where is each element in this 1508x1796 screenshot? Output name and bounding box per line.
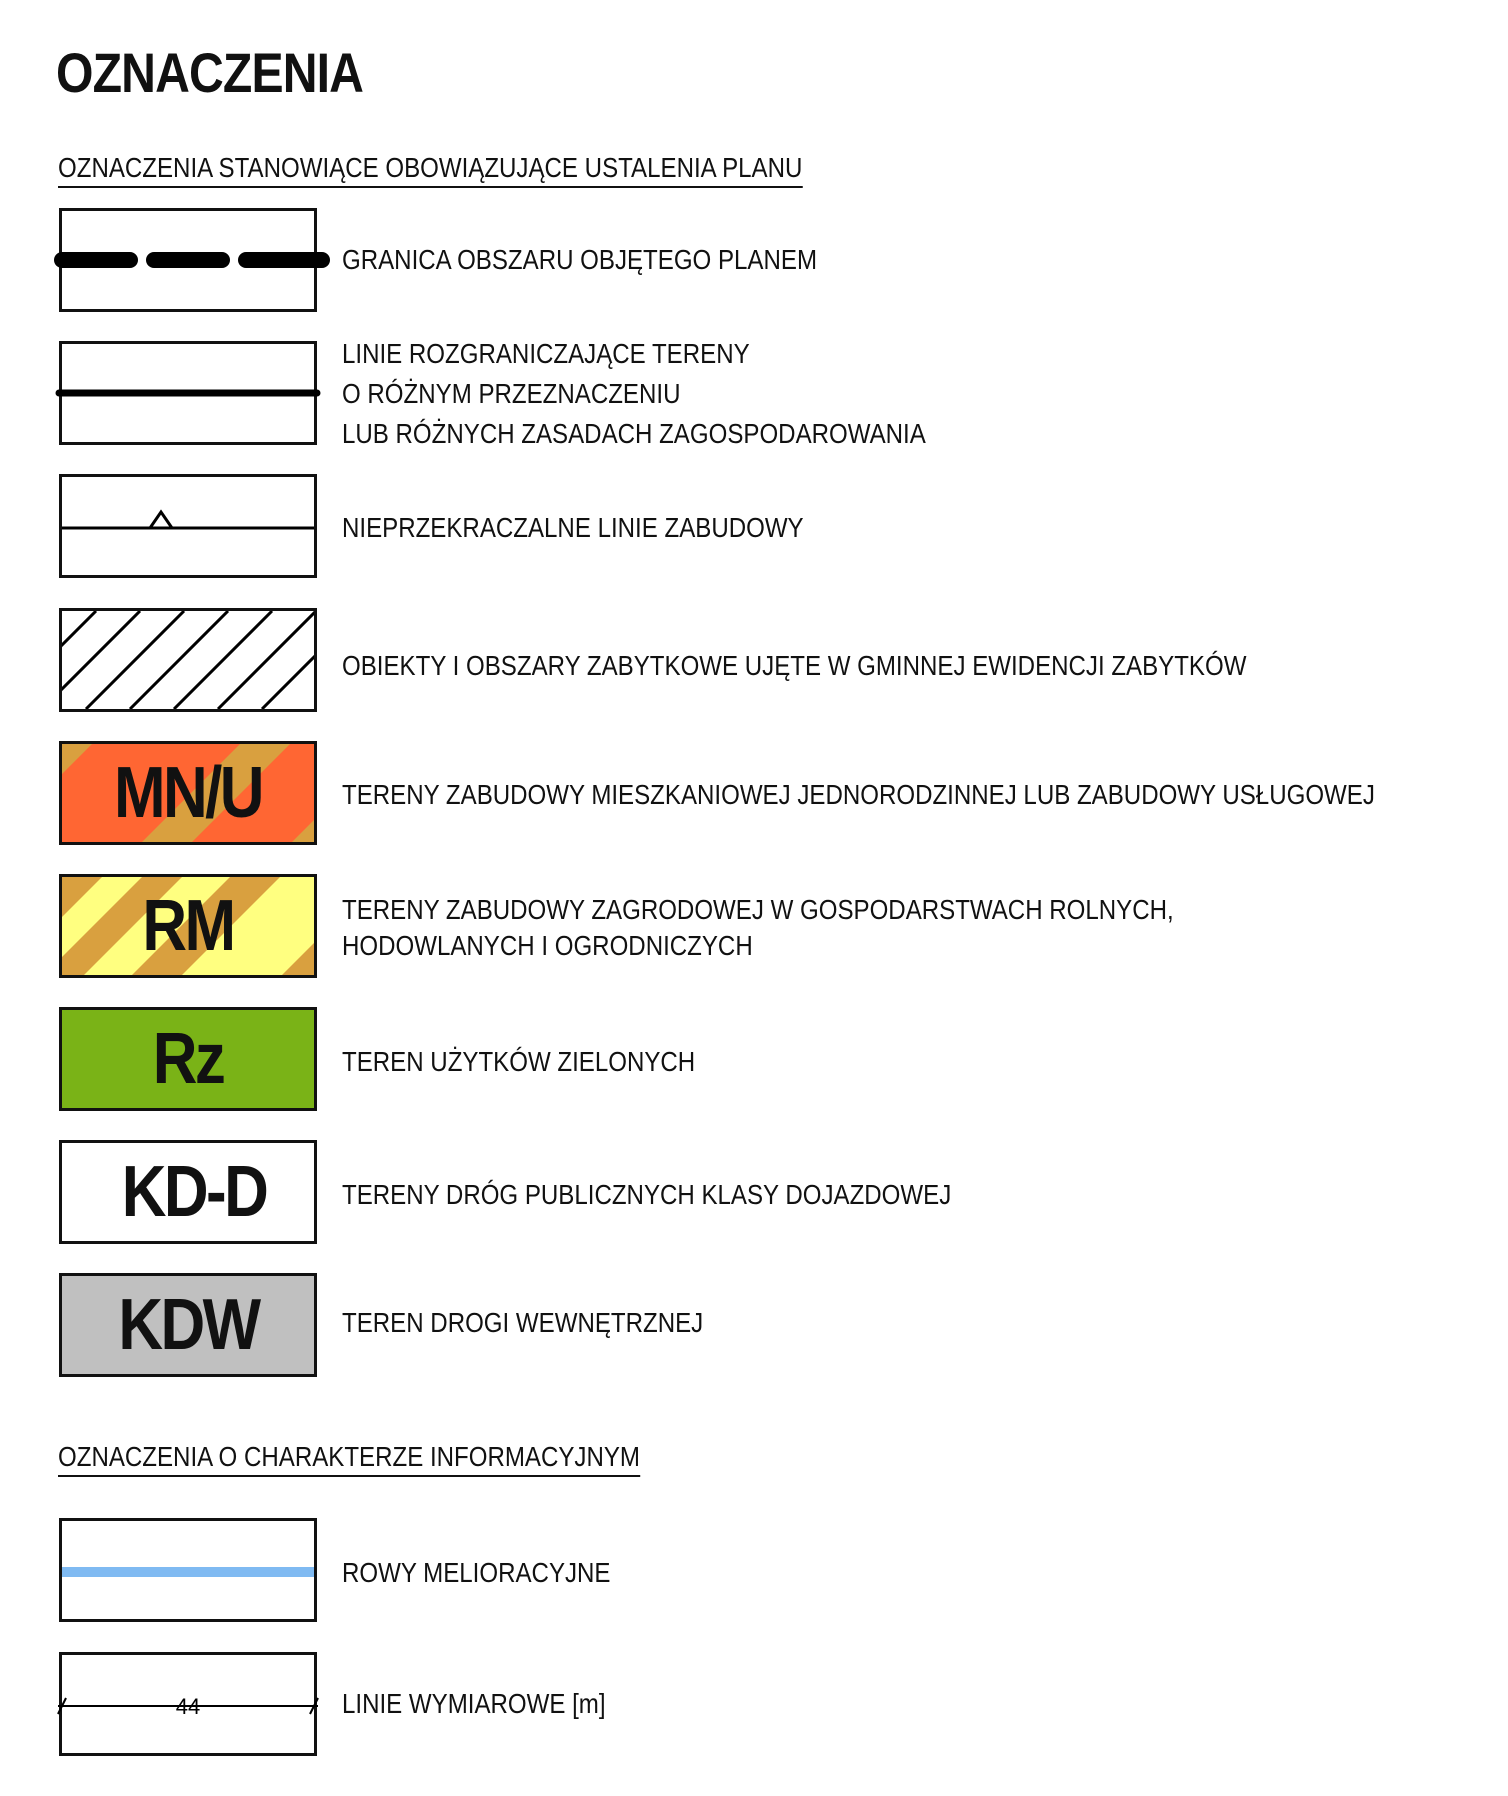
symbol-rm: [59, 874, 317, 978]
label-line: NIEPRZEKRACZALNE LINIE ZABUDOWY: [342, 512, 804, 543]
mn-u-code-label: MN/U: [114, 753, 262, 833]
diagonal-hatch-icon: [62, 611, 314, 709]
section-heading-informational: [58, 1441, 640, 1473]
label-line: HODOWLANYCH I OGRODNICZYCH: [342, 930, 753, 961]
label-dimension-lines: [342, 1684, 606, 1724]
label-line: LINIE WYMIAROWE [m]: [342, 1688, 606, 1719]
symbol-heritage-areas: [59, 608, 317, 712]
label-line: GRANICA OBSZARU OBJĘTEGO PLANEM: [342, 244, 818, 275]
label-line: O RÓŻNYM PRZEZNACZENIU: [342, 378, 681, 409]
label-mn-u: [342, 775, 1375, 815]
symbol-dimension-lines: [59, 1652, 317, 1756]
label-line: LUB RÓŻNYCH ZASADACH ZAGOSPODAROWANIA: [342, 418, 926, 449]
section-heading-informational-text: OZNACZENIA O CHARAKTERZE INFORMACYJNYM: [58, 1441, 640, 1477]
symbol-kdw: [59, 1273, 317, 1377]
dimension-line-icon: [52, 1652, 324, 1756]
dimension-value: 44: [175, 1694, 201, 1719]
symbol-dividing-lines: [59, 341, 317, 445]
symbol-mn-u: [59, 741, 317, 845]
label-heritage-areas: [342, 646, 1246, 686]
symbol-plan-boundary: [59, 208, 317, 312]
rm-code-label: RM: [142, 886, 234, 966]
symbol-building-lines: [59, 474, 317, 578]
section-heading-binding-text: OZNACZENIA STANOWIĄCE OBOWIĄZUJĄCE USTALENIA PLANU: [58, 152, 802, 188]
label-line: TEREN DROGI WEWNĘTRZNEJ: [342, 1307, 704, 1338]
rz-code-label: Rz: [152, 1019, 224, 1099]
label-drainage-ditches: [342, 1553, 610, 1593]
label-rm: [342, 892, 1174, 964]
label-line: TERENY DRÓG PUBLICZNYCH KLASY DOJAZDOWEJ: [342, 1179, 952, 1210]
legend-title: OZNACZENIA: [56, 41, 364, 104]
label-line: OBIEKTY I OBSZARY ZABYTKOWE UJĘTE W GMINNEJ EWIDENCJI ZABYTKÓW: [342, 650, 1247, 681]
drainage-ditch-line-icon: [62, 1521, 314, 1619]
label-kd-d: [342, 1175, 951, 1215]
label-rz: [342, 1042, 695, 1082]
symbol-rz: [59, 1007, 317, 1111]
label-line: TERENY ZABUDOWY ZAGRODOWEJ W GOSPODARSTWACH ROLNYCH,: [342, 894, 1174, 925]
building-line-caret-icon: [62, 477, 314, 575]
kd-d-code-label: KD-D: [121, 1152, 267, 1232]
label-line: LINIE ROZGRANICZAJĄCE TERENY: [342, 338, 750, 369]
label-line: TERENY ZABUDOWY MIESZKANIOWEJ JEDNORODZINNEJ LUB ZABUDOWY USŁUGOWEJ: [342, 779, 1375, 810]
plan-boundary-line-icon: [52, 208, 332, 312]
label-plan-boundary: [342, 240, 817, 280]
symbol-drainage-ditches: [59, 1518, 317, 1622]
label-dividing-lines: [342, 334, 926, 454]
kdw-code-label: KDW: [117, 1285, 259, 1365]
dividing-line-icon: [55, 341, 321, 445]
label-building-lines: [342, 508, 804, 548]
symbol-kd-d: [59, 1140, 317, 1244]
label-line: TEREN UŻYTKÓW ZIELONYCH: [342, 1046, 696, 1077]
label-kdw: [342, 1303, 703, 1343]
section-heading-binding: [58, 152, 802, 184]
label-line: ROWY MELIORACYJNE: [342, 1557, 611, 1588]
